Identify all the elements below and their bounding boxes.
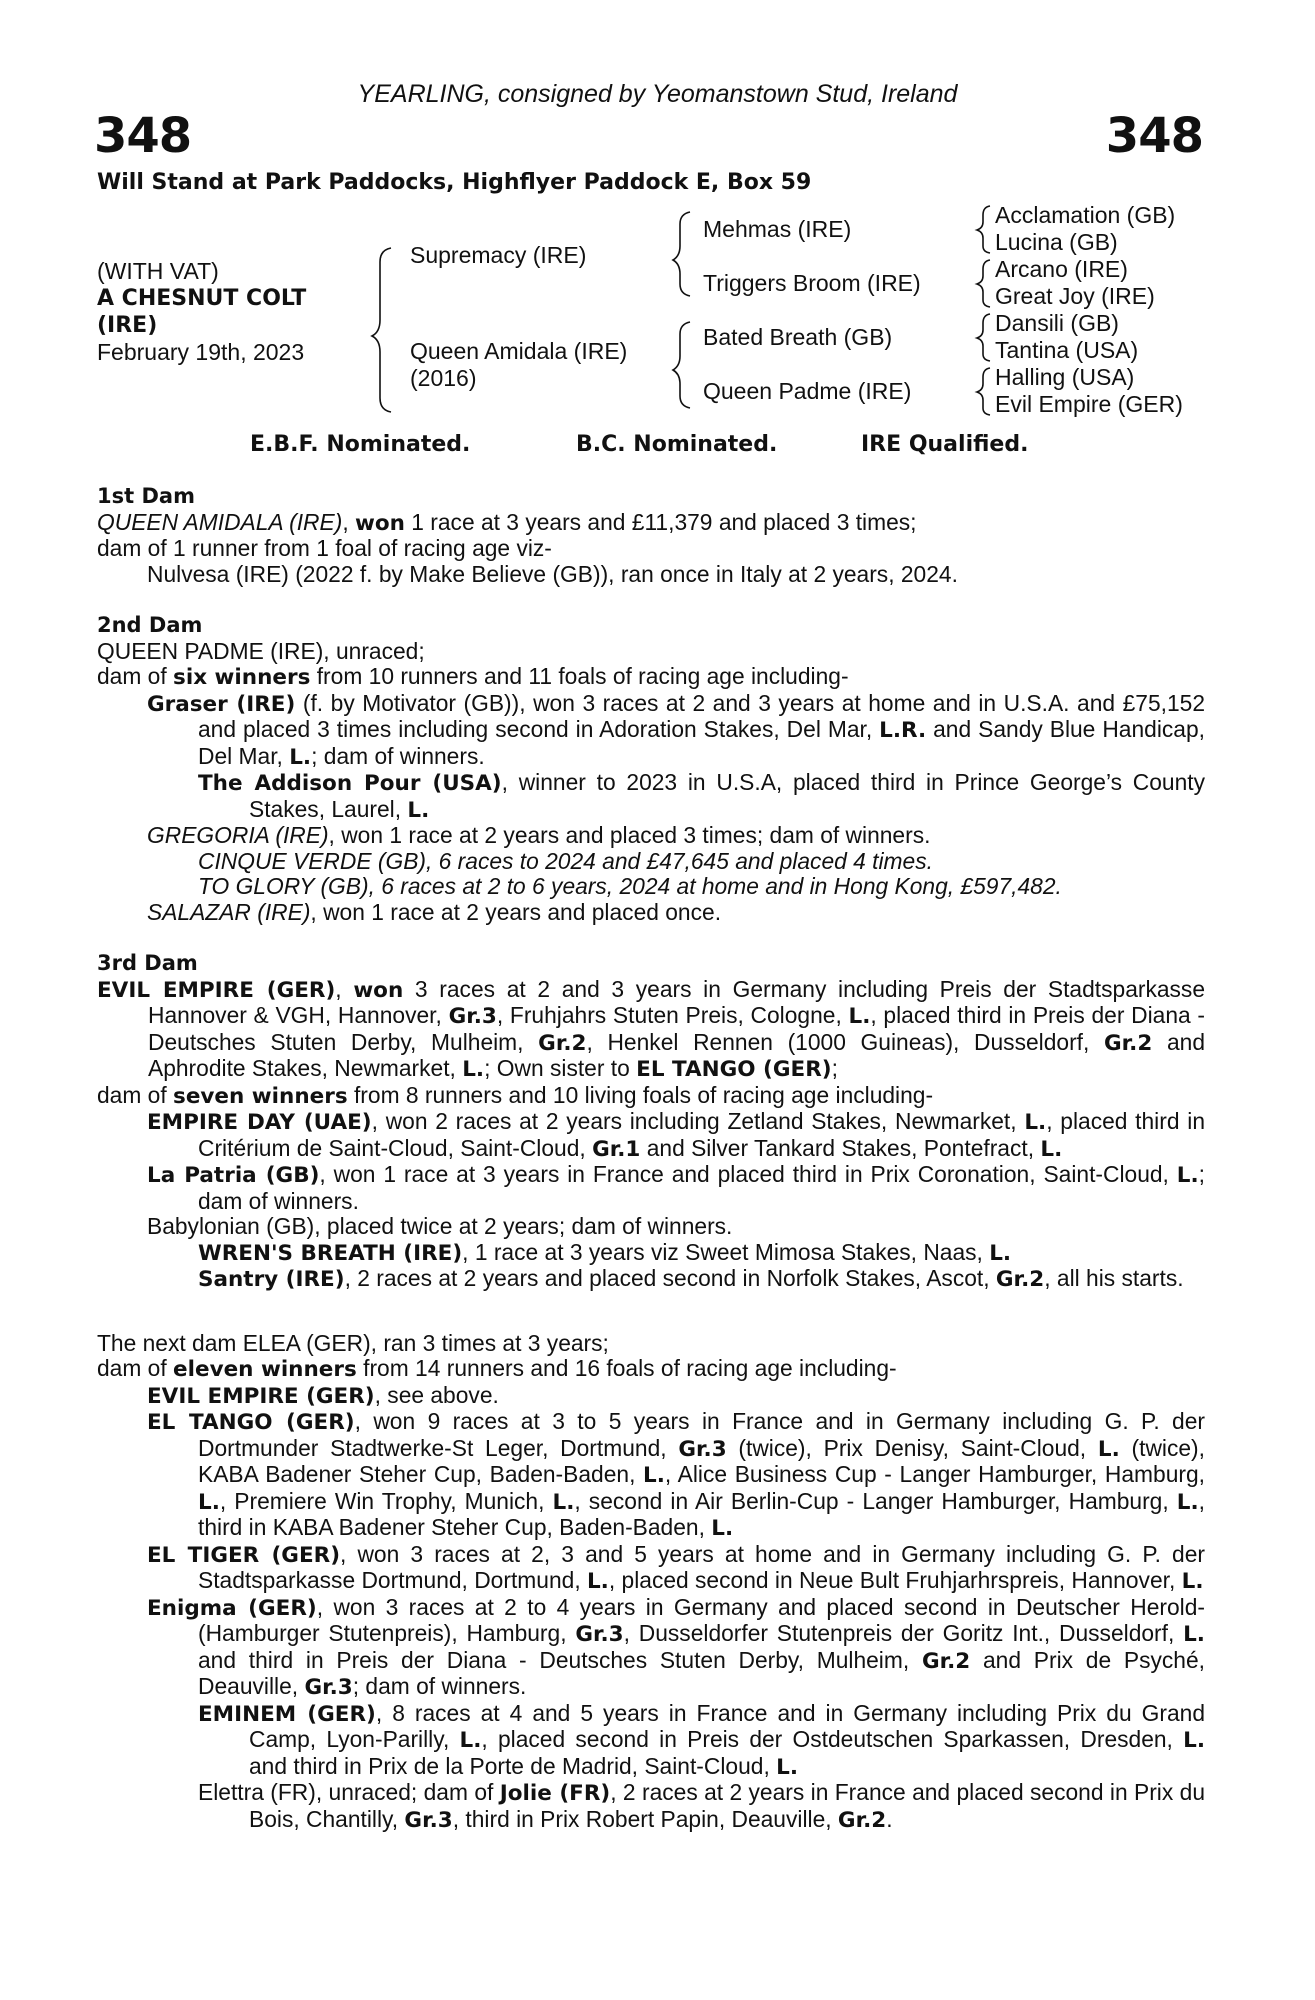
text-run: , Alice Business Cup - Langer Hamburger, Hamburg, (664, 1461, 1205, 1487)
produce-elettra (97, 1780, 1205, 1833)
dam-record (97, 484, 1205, 1833)
second-dam-heading: 2nd Dam (97, 613, 203, 637)
race-grade: L. (848, 1004, 871, 1029)
consignment-line: YEARLING, consigned by Yeomanstown Stud, Ireland (357, 80, 958, 108)
race-grade: L. (586, 1569, 609, 1594)
sire-dam-dam: Great Joy (IRE) (995, 283, 1155, 309)
horse-name-bold: EL TANGO (GER) (147, 1410, 355, 1435)
horse-name-bold: EVIL EMPIRE (GER) (147, 1383, 375, 1409)
second-dam-line1: QUEEN PADME (IRE), unraced; (97, 637, 425, 664)
race-grade: Gr.2 (538, 1030, 587, 1056)
race-grade: L. (289, 744, 312, 770)
race-grade: L. (643, 1463, 665, 1488)
dam-year: (2016) (410, 365, 477, 391)
text-run: , won 2 races at 2 years including Zetland Stakes, Newmarket, (371, 1108, 1025, 1134)
horse-name-bold: EVIL EMPIRE (GER) (97, 977, 336, 1003)
race-grade: L. (1097, 1436, 1120, 1462)
race-grade: L. (1183, 1622, 1205, 1647)
race-grade: L. (1024, 1110, 1047, 1135)
race-grade: L. (459, 1728, 482, 1753)
lot-number-right: 348 (1105, 108, 1203, 164)
sire-sire: Mehmas (IRE) (703, 216, 852, 242)
text-run: , winner to 2023 in U.S.A, placed third in Prince George’s County Stakes, Laurel, (249, 769, 1205, 822)
brace-dd (977, 368, 990, 415)
text-run: , won 1 race at 2 years and placed 3 times; dam of winners. (328, 822, 931, 848)
text-run: , third in KABA Badener Steher Cup, Baden-Baden, (198, 1487, 1205, 1540)
text-run: dam of (97, 1081, 174, 1108)
text-run: and Sandy Blue Handicap, Del Mar, (198, 716, 1205, 769)
text-run: , placed third in Preis der Diana - Deutsches Stuten Derby, Mulheim, (148, 1002, 1206, 1055)
text-run: (twice), KABA Badener Steher Cup, Baden-Baden, (198, 1434, 1205, 1487)
foaling-date: February 19th, 2023 (97, 339, 305, 365)
ebf-nomination: E.B.F. Nominated. (250, 432, 471, 457)
horse-name-italic: SALAZAR (IRE) (147, 898, 311, 925)
race-grade: Gr.1 (592, 1136, 641, 1162)
produce-addison (97, 770, 1205, 823)
third-dam-heading: 3rd Dam (97, 951, 198, 975)
produce-wrens-breath (97, 1240, 1205, 1267)
race-grade: Gr.3 (575, 1622, 624, 1647)
text-run: , won 3 races at 2 to 4 years in Germany and placed second in Deutscher Herold-(Hamburger Stutenpreis), Hamburg, (198, 1593, 1205, 1646)
horse-name-bold: EL TIGER (GER) (147, 1542, 341, 1568)
text-run: , 2 races at 2 years in France and placed second in Prix du Bois, Chantilly, (249, 1779, 1205, 1832)
brace-main (372, 248, 391, 412)
stand-location: Will Stand at Park Paddocks, Highflyer Paddock E, Box 59 (97, 170, 812, 195)
dam-dam-dam: Evil Empire (GER) (995, 391, 1183, 417)
race-grade: Gr.2 (1104, 1030, 1153, 1056)
text-run: , 1 race at 3 years viz Sweet Mimosa Stakes, Naas, (462, 1238, 990, 1265)
text-run: , Dusseldorfer Stutenpreis der Goritz Int., Dusseldorf, (623, 1620, 1184, 1646)
horse-name-bold: Jolie (FR) (499, 1781, 611, 1806)
third-dam-produce-summary (97, 1083, 1205, 1110)
next-dam-line1: The next dam ELEA (GER), ran 3 times at 3 years; (97, 1329, 609, 1356)
produce-eminem (97, 1701, 1205, 1781)
brace-ds (977, 314, 990, 361)
sire-sire-sire: Acclamation (GB) (995, 202, 1176, 228)
text-run: , won 1 race at 3 years in France and placed third in Prix Coronation, Saint-Cloud, (319, 1161, 1177, 1187)
race-grade: L. (711, 1516, 734, 1541)
text-run: and Aphrodite Stakes, Newmarket, (148, 1028, 1206, 1081)
horse-name-bold: EMPIRE DAY (UAE) (147, 1110, 372, 1135)
horse-name-bold: EL TANGO (GER) (636, 1057, 832, 1082)
won-label: won (353, 977, 404, 1003)
produce-gregoria (97, 823, 1205, 849)
text-run: , 8 races at 4 and 5 years in France and in Germany including Prix du Grand Camp, Lyon-Parilly, (249, 1699, 1205, 1752)
race-grade: Gr.3 (404, 1807, 453, 1833)
race-grade: Gr.2 (995, 1267, 1045, 1292)
race-grade: L. (1183, 1728, 1206, 1753)
vat-label: (WITH VAT) (97, 258, 219, 284)
race-grade: Gr.3 (448, 1004, 497, 1029)
brace-dam (673, 322, 690, 408)
produce-to-glory: TO GLORY (GB), 6 races at 2 to 6 years, 2024 at home and in Hong Kong, £597,482. (198, 873, 1062, 899)
horse-name-bold: Santry (IRE) (198, 1267, 345, 1292)
first-dam-won: won (354, 510, 405, 536)
horse-origin: (IRE) (97, 313, 158, 338)
text-run: , Henkel Rennen (1000 Guineas), Dusseldorf, (586, 1028, 1104, 1055)
first-dam-line1: QUEEN AMIDALA (IRE), won 1 race at 3 years and £11,379 and placed 3 times; (97, 508, 917, 536)
horse-name-bold: WREN'S BREATH (IRE) (198, 1240, 463, 1266)
text-run: , see above. (374, 1381, 499, 1408)
first-dam-line2: dam of 1 runner from 1 foal of racing age viz- (97, 535, 552, 561)
text-run: , placed second in Preis der Ostdeutschen Sparkassen, Dresden, (481, 1726, 1184, 1752)
lot-number-left: 348 (94, 108, 192, 164)
produce-graser (97, 691, 1205, 771)
produce-el-tiger (97, 1542, 1205, 1595)
produce-empire-day (97, 1109, 1205, 1162)
dam-name: Queen Amidala (IRE) (410, 338, 628, 364)
first-dam-heading: 1st Dam (97, 484, 195, 508)
race-grade: L. (989, 1240, 1012, 1266)
text-run: 3 races at 2 and 3 years in Germany including Preis der Stadtsparkasse Hannover & VGH, Hannover, (148, 975, 1206, 1028)
text-run: from 14 runners and 16 foals of racing age including- (356, 1355, 897, 1381)
second-dam-line2 (97, 664, 1205, 691)
next-dam-produce-summary (97, 1356, 1205, 1383)
race-grade: L. (407, 797, 430, 823)
race-grade: L. (1040, 1136, 1063, 1162)
horse-name-bold: Enigma (GER) (147, 1595, 317, 1621)
horse-name-italic: GREGORIA (IRE) (147, 822, 329, 848)
text-run: ; dam of winners. (311, 742, 485, 769)
text-run: , placed second in Neue Bult Fruhjarhrspreis, Hannover, (608, 1567, 1182, 1593)
sire-name: Supremacy (IRE) (410, 242, 587, 268)
first-dam-text: 1 race at 3 years and £11,379 and placed 3 times; (404, 508, 917, 535)
brace-sd (977, 260, 990, 307)
text-run: and Prix de Psyché, Deauville, (198, 1646, 1205, 1699)
text-run: , third in Prix Robert Papin, Deauville, (452, 1805, 838, 1832)
race-grade: L. (462, 1057, 485, 1082)
race-grade: Gr.2 (837, 1807, 887, 1833)
text-run: ; Own sister to (484, 1055, 637, 1081)
ire-qualification: IRE Qualified. (861, 432, 1029, 457)
bc-nomination: B.C. Nominated. (576, 432, 778, 457)
produce-evil-empire (97, 1383, 1205, 1410)
text-run: from 10 runners and 11 foals of racing age including- (310, 663, 849, 689)
text-run: (f. by Motivator (GB)), won 3 races at 2 and 3 years at home and in U.S.A. and £75,152 and placed 3 times including second in Adoration Stakes, Del Mar, (198, 689, 1206, 742)
text-run: dam of (97, 663, 174, 689)
text-run: , second in Air Berlin-Cup - Langer Hamburger, Hamburg, (574, 1487, 1177, 1514)
winners-count: eleven winners (173, 1357, 357, 1382)
text-run: dam of (97, 1355, 174, 1381)
sire-dam: Triggers Broom (IRE) (703, 270, 921, 296)
brace-sire (673, 212, 690, 296)
sire-sire-dam: Lucina (GB) (995, 229, 1118, 255)
horse-name-bold: Graser (IRE) (147, 691, 296, 717)
race-grade: Gr.2 (921, 1648, 971, 1674)
horse-name: A CHESNUT COLT (97, 286, 307, 311)
dam-dam: Queen Padme (IRE) (703, 378, 912, 404)
produce-santry (97, 1266, 1205, 1293)
text-run: , all his starts. (1044, 1265, 1184, 1291)
text-run: ; dam of winners. (198, 1161, 1205, 1214)
text-run: (twice), Prix Denisy, Saint-Cloud, (726, 1434, 1098, 1461)
produce-cinque-verde: CINQUE VERDE (GB), 6 races to 2024 and £47,645 and placed 4 times. (198, 847, 933, 874)
text-run: , won 9 races at 3 to 5 years in France and in Germany including G. P. der Dortmunder Stadtwerke-St Leger, Dortmund, (198, 1408, 1206, 1461)
produce-el-tango (97, 1409, 1205, 1542)
first-dam-name: QUEEN AMIDALA (IRE) (97, 508, 343, 535)
horse-name-bold: La Patria (GB) (147, 1163, 320, 1188)
dam-sire: Bated Breath (GB) (703, 324, 893, 350)
race-grade: Gr.3 (678, 1436, 727, 1462)
text-run: , won 1 race at 2 years and placed once. (310, 898, 722, 925)
first-dam-line3: Nulvesa (IRE) (2022 f. by Make Believe (GB)), ran once in Italy at 2 years, 2024. (147, 560, 958, 587)
race-grade: L. (776, 1754, 799, 1780)
text-run: . (886, 1805, 893, 1832)
text-run: and third in Preis der Diana - Deutsches Stuten Derby, Mulheim, (198, 1646, 922, 1673)
race-grade: Gr.3 (304, 1675, 353, 1700)
race-grade: L. (1181, 1569, 1204, 1594)
text-run: and Silver Tankard Stakes, Pontefract, (640, 1134, 1041, 1161)
third-dam-record: EVIL EMPIRE (GER), won 3 races at 2 and 3 years in Germany including Preis der Stadtsparkasse Hannover & VGH, Hannover, Gr.3, Fruhjahrs Stuten Preis, Cologne, L., placed third in Preis der Diana - Deutsches Stuten Derby, Mulheim, Gr.2, Henkel Rennen (1000 Guineas), Dusseldorf, Gr.2 and Aphrodite Stakes, Newmarket, L.; Own sister to EL TANGO (GER); (97, 975, 1206, 1082)
dam-sire-dam: Tantina (USA) (995, 337, 1139, 363)
race-grade: L.R. (879, 718, 927, 743)
brace-ss (977, 206, 990, 253)
text-run: and third in Prix de la Porte de Madrid, Saint-Cloud, (249, 1752, 777, 1779)
text-run: from 8 runners and 10 living foals of racing age including- (347, 1081, 934, 1108)
produce-salazar (97, 900, 1205, 926)
text-run: ; (831, 1055, 838, 1081)
produce-la-patria (97, 1162, 1205, 1214)
race-grade: L. (1176, 1163, 1199, 1188)
horse-name-bold: The Addison Pour (USA) (198, 771, 502, 796)
race-grade: L. (1176, 1489, 1199, 1515)
race-grade: L. (552, 1489, 575, 1515)
text-run: ; dam of winners. (352, 1673, 527, 1699)
dam-sire-sire: Dansili (GB) (995, 310, 1119, 336)
text-run: , won 3 races at 2, 3 and 5 years at home and in Germany including G. P. der Stadtsparkasse Dortmund, Dortmund, (198, 1540, 1205, 1593)
text-run: , Premiere Win Trophy, Munich, (219, 1487, 553, 1514)
dam-dam-sire: Halling (USA) (995, 364, 1135, 390)
text-run: , placed third in Critérium de Saint-Cloud, Saint-Cloud, (198, 1108, 1205, 1161)
produce-babylonian: Babylonian (GB), placed twice at 2 years; dam of winners. (147, 1213, 733, 1239)
race-grade: L. (198, 1489, 220, 1515)
winners-count: six winners (173, 665, 311, 690)
winners-count: seven winners (173, 1083, 348, 1109)
text-run: Elettra (FR), unraced; dam of (198, 1779, 500, 1805)
produce-enigma (97, 1595, 1205, 1701)
text-run: , 2 races at 2 years and placed second in Norfolk Stakes, Ascot, (344, 1265, 996, 1291)
sire-dam-sire: Arcano (IRE) (995, 256, 1128, 282)
horse-name-bold: EMINEM (GER) (198, 1701, 376, 1727)
text-run: , Fruhjahrs Stuten Preis, Cologne, (496, 1002, 849, 1028)
